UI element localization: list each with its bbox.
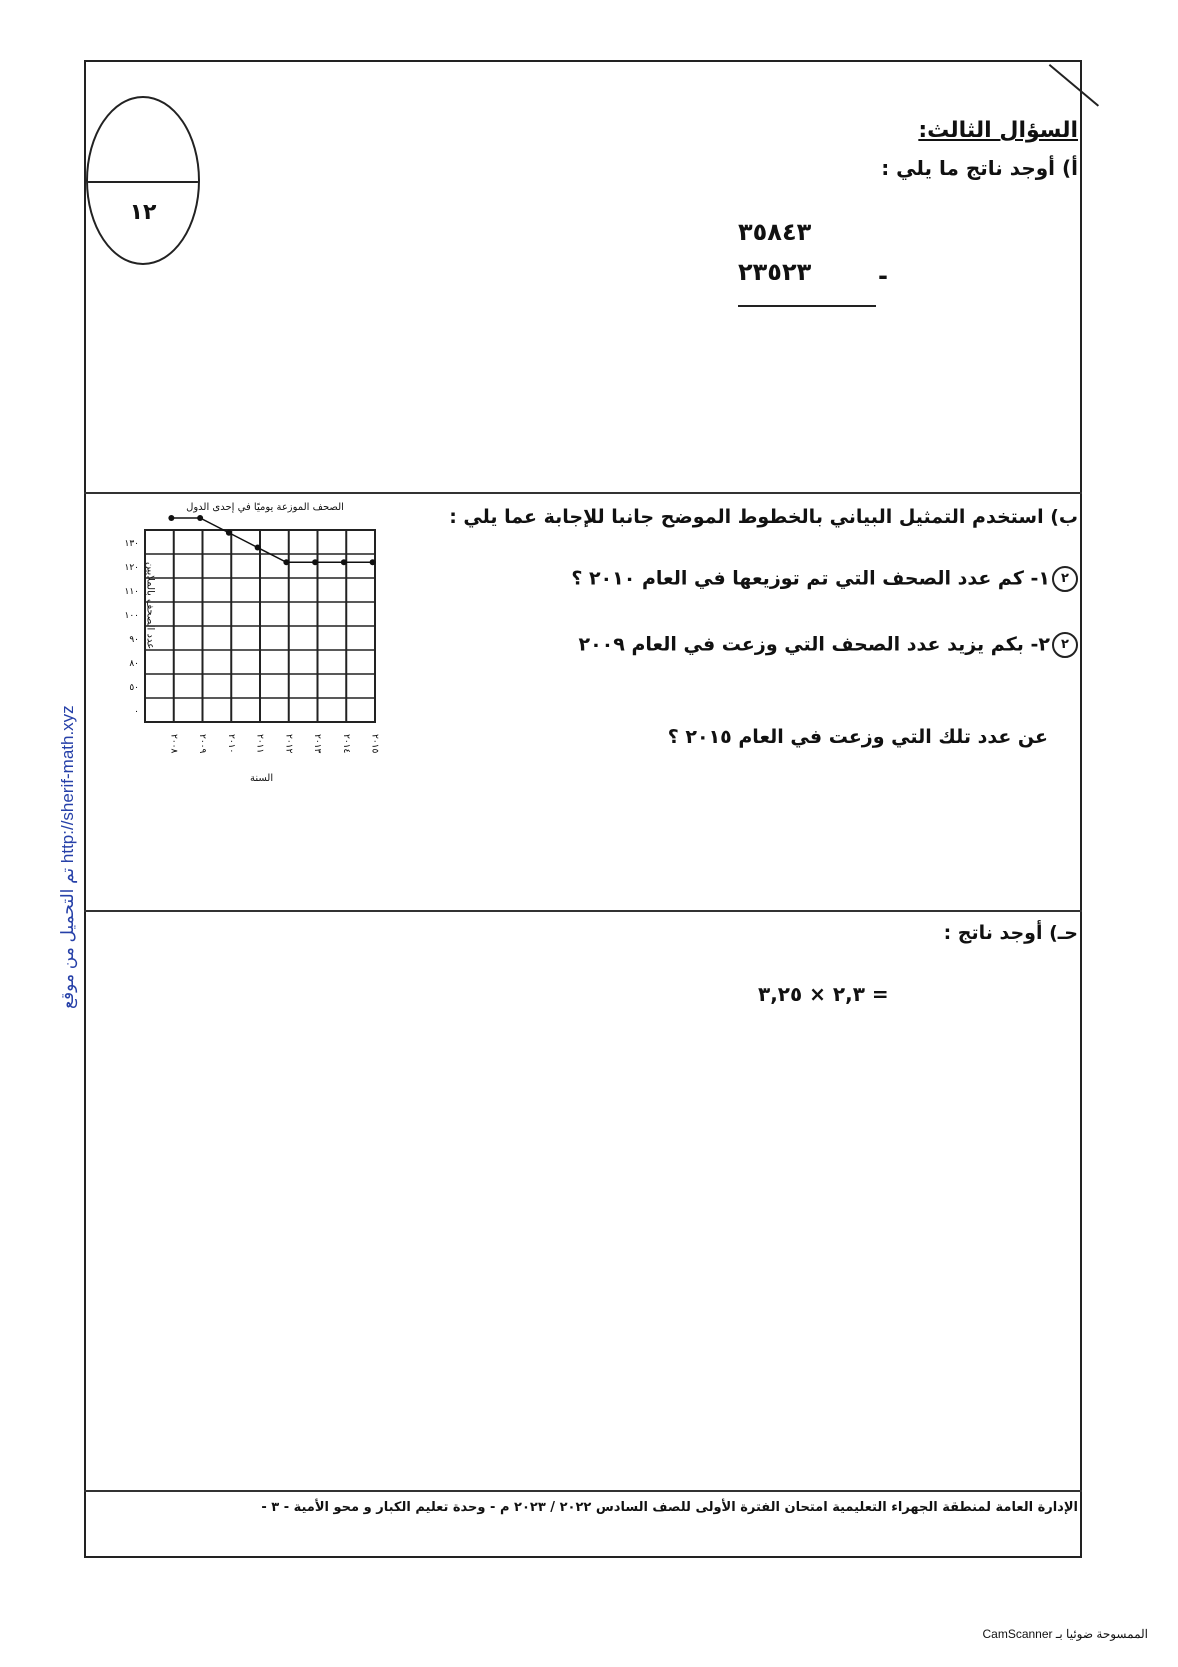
footer-divider [84,1490,1082,1492]
side-url-link[interactable]: http://sherif-math.xyz [58,705,77,864]
score-value: ١٢ [129,200,157,225]
chart-x-tick-label: ٢٠٠٨ [168,734,179,754]
part-c-expression: = ٢,٣ × ٣,٢٥ [758,982,889,1006]
chart-point [255,545,261,551]
chart-point [312,559,318,565]
subtraction-line [738,305,876,307]
chart-title: الصحف الموزعة يوميًا في إحدى الدول [186,502,344,513]
part-b-question-1 [571,566,1078,592]
subtraction-operator: - [878,262,888,290]
score-divider [88,181,198,183]
chart-x-tick-label: ٢٠١٥ [369,734,380,754]
section-divider-1 [84,492,1082,494]
chart-x-tick-label: ٢٠١٣ [312,734,323,754]
chart-point [226,530,232,536]
chart-point [197,515,203,521]
chart-point [168,515,174,521]
section-divider-2 [84,910,1082,912]
q1-mark: ٢ [1052,566,1078,592]
part-b-question-2-cont: عن عدد تلك التي وزعت في العام ٢٠١٥ ؟ [667,726,1048,748]
chart-x-tick-label: ٢٠١١ [254,734,265,754]
chart-y-label: عدد الصحف بالملايين [144,561,156,650]
q2-mark: ٢ [1052,632,1078,658]
chart-y-tick-label: ١١٠ [124,587,139,597]
chart-x-tick-label: ٢٠٠٩ [197,734,208,754]
chart-x-label: السنة [250,773,274,784]
chart-y-tick-label: ١٠٠ [124,611,139,621]
footer-text: الإدارة العامة لمنطقة الجهراء التعليمية امتحان الفترة الأولى للصف السادس ٢٠٢٢ / ٢٠٢٣ م - وحدة تعليم الكبار و محو الأمية - ٣ - [261,1500,1078,1515]
subtraction-top: ٣٥٨٤٣ [738,218,812,246]
part-b-question-2 [578,632,1078,658]
chart-y-tick-label: ١٢٠ [124,563,139,573]
chart-x-tick-label: ٢٠١٠ [225,734,236,754]
side-url-prefix: تم التحميل من موقع [58,867,77,1009]
side-url[interactable] [58,705,78,1015]
camscanner-watermark: الممسوحة ضوئيا بـ CamScanner [982,1627,1148,1641]
part-a-label: أ) أوجد ناتج ما يلي : [881,156,1078,180]
section-title: السؤال الثالث: [918,118,1078,143]
part-c-label: حـ) أوجد ناتج : [943,922,1078,944]
chart-x-tick-label: ٢٠١٢ [283,734,294,754]
subtraction-bottom: ٢٣٥٢٣ [738,258,812,286]
chart-point [283,559,289,565]
part-b-label: ب) استخدم التمثيل البياني بالخطوط الموضح جانبا للإجابة عما يلي : [449,506,1078,528]
chart-x-tick-label: ٢٠١٤ [340,734,351,754]
q2-text: ٢- بكم يزيد عدد الصحف التي وزعت في العام ٢٠٠٩ [578,633,1050,656]
chart-y-tick-label: ٠ [134,707,139,717]
score-circle [86,96,200,265]
chart-y-tick-label: ٨٠ [129,659,139,669]
chart-y-tick-label: ١٣٠ [124,539,139,549]
q1-text: ١- كم عدد الصحف التي تم توزيعها في العام ٢٠١٠ ؟ [571,567,1050,590]
subtraction-block [738,218,888,286]
chart-point [341,559,347,565]
chart-y-tick-label: ٥٠ [129,683,139,693]
chart-point [370,559,376,565]
chart-y-tick-label: ٩٠ [129,635,139,645]
line-chart [105,500,405,810]
